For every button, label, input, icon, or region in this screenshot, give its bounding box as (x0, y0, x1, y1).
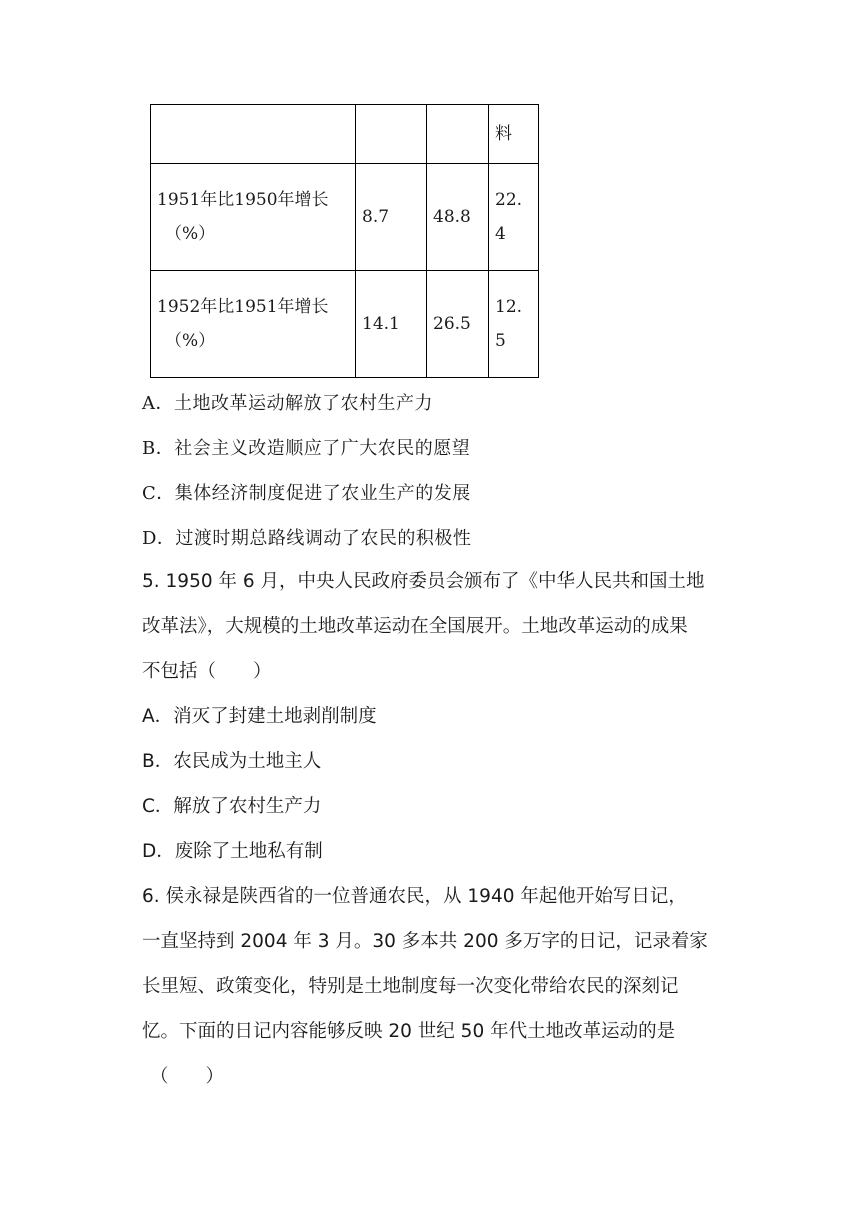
q5-option-d: D．废除了土地私有制 (142, 841, 323, 862)
table-row-label (151, 271, 356, 378)
q5-stem-line: 5. 1950 年 6 月，中央人民政府委员会颁布了《中华人民共和国土地 (142, 571, 705, 592)
q6-stem-line: 一直坚持到 2004 年 3 月。30 多本共 200 多万字的日记，记录着家 (142, 931, 708, 952)
q6-stem-line: 长里短、政策变化，特别是土地制度每一次变化带给农民的深刻记 (142, 976, 679, 997)
table-cell: 8.7 (356, 164, 427, 271)
q5-stem-line: 改革法》，大规模的土地改革运动在全国展开。土地改革运动的成果 (142, 616, 688, 637)
table-cell (489, 271, 539, 378)
table-header-cell: 料 (489, 105, 539, 164)
table-row (151, 271, 539, 378)
row-unit-text: （%） (165, 224, 216, 244)
table-row-label (151, 164, 356, 271)
q5-option-b: B．农民成为土地主人 (142, 751, 322, 772)
q5-option-c: C．解放了农村生产力 (142, 796, 322, 817)
row-unit-text: （%） (165, 331, 216, 351)
table-cell: 26.5 (427, 271, 489, 378)
cell-value-part: 4 (495, 224, 506, 244)
row-label-text: 1951年比1950年增长 (157, 190, 329, 210)
table-row (151, 164, 539, 271)
table-cell: 14.1 (356, 271, 427, 378)
q6-stem-line: 6. 侯永禄是陕西省的一位普通农民，从 1940 年起他开始写日记， (142, 886, 687, 907)
cell-value-part: 12. (495, 297, 523, 317)
table-header-cell (356, 105, 427, 164)
q5-stem-line: 不包括（ ） (142, 661, 272, 682)
q4-option-d: D．过渡时期总路线调动了农民的积极性 (142, 528, 472, 549)
row-label-text: 1952年比1951年增长 (157, 297, 329, 317)
cell-value-part: 5 (495, 331, 506, 351)
q4-option-a: A．土地改革运动解放了农村生产力 (142, 393, 433, 414)
q4-option-b: B．社会主义改造顺应了广大农民的愿望 (142, 438, 471, 459)
q5-option-a: A．消灭了封建土地剥削制度 (142, 706, 377, 727)
q6-answer-blank: （ ） (150, 1066, 225, 1087)
cell-value-part: 22. (495, 190, 523, 210)
q6-stem-line: 忆。下面的日记内容能够反映 20 世纪 50 年代土地改革运动的是 (142, 1021, 676, 1042)
table-cell: 48.8 (427, 164, 489, 271)
table-header-cell (427, 105, 489, 164)
table-cell (489, 164, 539, 271)
statistics-table (150, 104, 539, 378)
q4-option-c: C．集体经济制度促进了农业生产的发展 (142, 483, 471, 504)
table-header-cell (151, 105, 356, 164)
table-header-row (151, 105, 539, 164)
